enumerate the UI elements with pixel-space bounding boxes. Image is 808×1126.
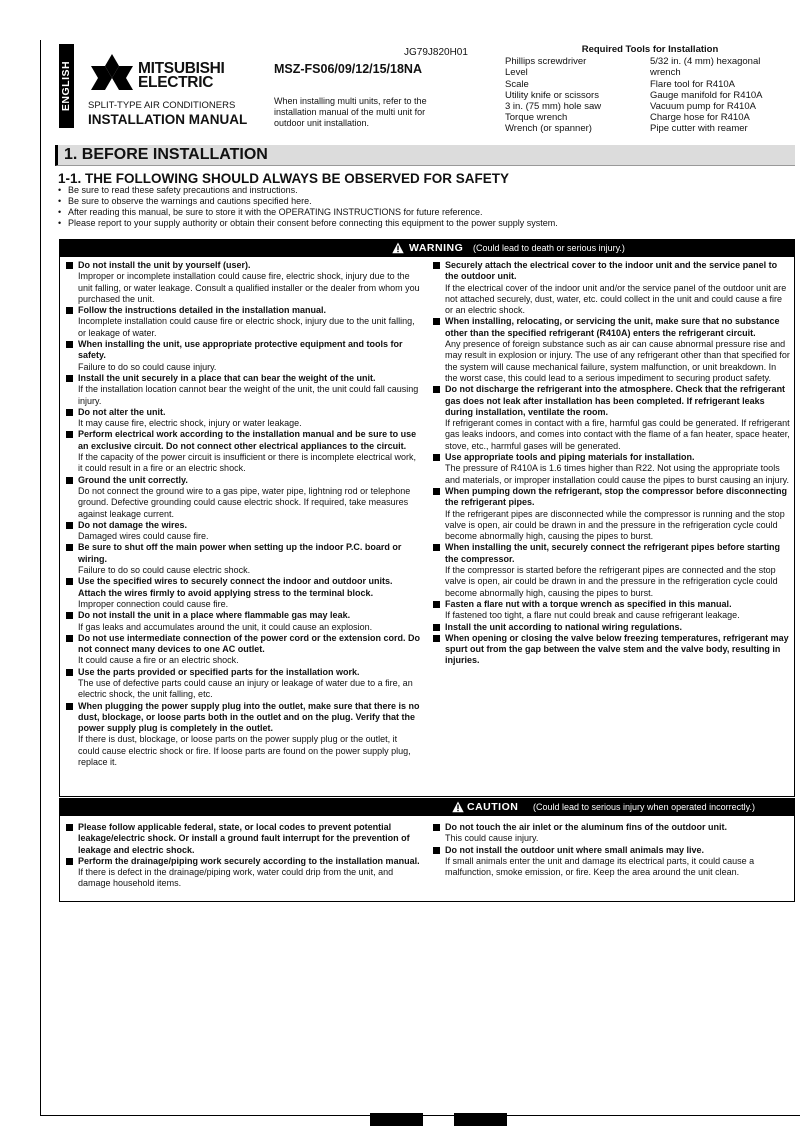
caution-left-column <box>63 822 421 890</box>
safety-item <box>63 260 421 305</box>
safety-item-heading: Please follow applicable federal, state, or local codes to prevent potential leakage/electric shock. Or install a ground fault interrupt for the prevention of leakage and electric shock. <box>78 822 410 855</box>
safety-item-body: If the installation location cannot bear the weight of the unit, the unit could fall causing injury. <box>78 384 419 406</box>
list-item: Charge hose for R410A <box>650 112 750 124</box>
footer-block-left <box>370 1113 423 1126</box>
list-item: Level <box>505 67 528 79</box>
safety-item-body: It may cause fire, electric shock, injury or water leakage. <box>78 418 302 429</box>
safety-item-heading: Do not install the outdoor unit where small animals may live. <box>445 844 705 855</box>
safety-item <box>430 845 791 879</box>
safety-item <box>63 667 421 701</box>
safety-item-body: If there is defect in the drainage/piping work, water could drip from the unit, and damage household items. <box>78 867 394 889</box>
tools-title: Required Tools for Installation <box>581 44 719 55</box>
caution-description: (Could lead to serious injury when operated incorrectly.) <box>533 802 755 812</box>
safety-item <box>63 475 421 520</box>
safety-item <box>63 822 421 856</box>
safety-item-body: Failure to do so could cause electric shock. <box>78 565 251 576</box>
safety-item <box>430 452 791 486</box>
list-item: • Be sure to observe the warnings and cautions specified here. <box>58 196 558 207</box>
safety-item-body: The pressure of R410A is 1.6 times higher than R22. Not using the appropriate tools and materials, or improper installation could cause the pipes to burst causing an injury. <box>445 463 790 485</box>
safety-item-heading: Install the unit according to national wiring regulations. <box>445 621 683 632</box>
safety-item-body: Improper connection could cause fire. <box>78 598 229 609</box>
safety-item-body: If gas leaks and accumulates around the unit, it could cause an explosion. <box>78 621 373 632</box>
safety-item-body: If there is dust, blockage, or loose parts on the power supply plug or the outlet, it could cause electric shock or fire. If loose parts are found on the power supply plug, replace it. <box>78 734 411 768</box>
manual-title: INSTALLATION MANUAL <box>88 112 248 127</box>
list-item: Pipe cutter with reamer <box>650 123 748 135</box>
required-tools <box>505 44 795 135</box>
list-item: Torque wrench <box>505 112 568 124</box>
safety-item-body: If refrigerant comes in contact with a fire, harmful gas could be generated. If refrigerant gas leaks indoors, and comes into contact with the flame of a fan heater, space heater, stove, etc., harmful gases will be generated. <box>445 418 790 451</box>
subsection-title: 1-1. THE FOLLOWING SHOULD ALWAYS BE OBSERVED FOR SAFETY <box>58 171 510 186</box>
safety-item <box>430 384 791 452</box>
safety-item-body: Damaged wires could cause fire. <box>78 531 209 542</box>
language-tab <box>59 44 74 128</box>
safety-item <box>63 373 421 407</box>
caution-right-column <box>430 822 791 878</box>
safety-item <box>63 576 421 610</box>
safety-item <box>430 599 791 622</box>
safety-item <box>430 542 791 598</box>
warning-left-column <box>63 260 421 768</box>
tools-right-column <box>650 56 795 134</box>
safety-item-body: If the electrical cover of the indoor unit and/or the service panel of the outdoor unit are not attached securely, dust, water, etc. could collect in the unit and could cause a fire or an electric shock. <box>445 282 787 316</box>
list-item: • Be sure to read these safety precautions and instructions. <box>58 185 558 196</box>
caution-banner <box>59 798 795 816</box>
safety-item-heading: Use the parts provided or specified parts for the installation work. <box>78 666 360 677</box>
brand-name <box>138 62 225 90</box>
brand-line-2: ELECTRIC <box>138 74 214 91</box>
safety-item <box>63 339 421 373</box>
footer-block-right <box>454 1113 507 1126</box>
safety-item-heading: Do not alter the unit. <box>78 406 166 417</box>
safety-item-body: This could cause injury. <box>445 833 539 844</box>
document-number: JG79J820H01 <box>404 47 468 58</box>
safety-item-heading: Perform the drainage/piping work securely according to the installation manual. <box>78 855 420 866</box>
safety-item-heading: Use appropriate tools and piping materials for installation. <box>445 452 695 463</box>
safety-item-heading: Perform electrical work according to the installation manual and be sure to use an exclusive circuit. Do not connect other electrical appliances to the circuit. <box>78 429 417 451</box>
tools-left-column <box>505 56 650 134</box>
list-item: Gauge manifold for R410A <box>650 89 763 101</box>
product-subtitle: SPLIT-TYPE AIR CONDITIONERS <box>88 100 236 111</box>
safety-item-body: The use of defective parts could cause an injury or leakage of water due to a fire, an electric shock, the unit falling, etc. <box>78 677 413 700</box>
safety-item <box>63 542 421 576</box>
safety-item-body: Failure to do so could cause injury. <box>78 361 217 372</box>
safety-item <box>430 486 791 542</box>
list-item: Wrench (or spanner) <box>505 123 592 135</box>
list-item: • After reading this manual, be sure to store it with the OPERATING INSTRUCTIONS for future reference. <box>58 207 558 218</box>
list-item: Scale <box>505 78 529 90</box>
safety-item-heading: Ground the unit correctly. <box>78 474 188 485</box>
safety-item <box>430 316 791 384</box>
safety-item-heading: Securely attach the electrical cover to the indoor unit and the service panel to the outdoor unit. <box>445 260 778 282</box>
safety-item <box>63 520 421 543</box>
safety-bullets <box>58 185 558 229</box>
safety-item-body: Improper or incomplete installation could cause fire, electric shock, injury due to the unit falling, or water leakage. Consult a qualified installer or the dealer from whom you purchased the unit. <box>78 271 420 304</box>
safety-item <box>63 429 421 474</box>
safety-item-heading: Do not install the unit in a place where flammable gas may leak. <box>78 610 351 621</box>
safety-item-body: If the refrigerant pipes are disconnected while the compressor is running and the stop valve is open, air could be drawn in and the pressure in the refrigeration cycle could become abnormally high, causing the pipes to burst. <box>445 508 785 542</box>
list-item: 5/32 in. (4 mm) hexagonal <box>650 56 761 68</box>
safety-item <box>63 305 421 339</box>
list-item: • Please report to your supply authority or obtain their consent before connecting this equipment to the power supply system. <box>58 218 558 229</box>
safety-item-heading: Do not touch the air inlet or the aluminum fins of the outdoor unit. <box>445 822 727 832</box>
caution-label: CAUTION <box>467 801 519 813</box>
safety-item-heading: When plugging the power supply plug into the outlet, make sure that there is no dust, blockage, or loose parts both in the outlet and on the plug. Verify that the power supply plug is completely in the outlet. <box>78 700 420 734</box>
list-item: wrench <box>650 67 681 79</box>
safety-item <box>63 407 421 430</box>
safety-item-body: Any presence of foreign substance such as air can cause abnormal pressure rise and may result in explosion or injury. The use of any refrigerant other than that specified for the system will cause mechanical failure, system malfunction, or unit breakdown. In the worst case, this could lead to a serious impediment to securing product safety. <box>445 339 790 383</box>
safety-item <box>63 701 421 769</box>
safety-item-heading: When installing, relocating, or servicing the unit, make sure that no substance other than the specified refrigerant (R410A) enters the refrigerant circuit. <box>445 316 780 338</box>
multi-unit-note: When installing multi units, refer to the installation manual of the multi unit for outdoor unit installation. <box>274 96 427 128</box>
warning-banner <box>59 239 795 257</box>
caution-triangle-icon <box>452 801 464 813</box>
safety-item-heading: When opening or closing the valve below freezing temperatures, refrigerant may spurt out from the gap between the valve stem and the valve body, resulting in injuries. <box>445 632 789 666</box>
section-title: 1. BEFORE INSTALLATION <box>64 146 268 163</box>
safety-item-heading: Fasten a flare nut with a torque wrench as specified in this manual. <box>445 598 732 609</box>
safety-item-body: If small animals enter the unit and damage its electrical parts, it could cause a malfunction, smoke emission, or fire. Keep the area around the unit clean. <box>445 855 755 878</box>
safety-item-body: It could cause a fire or an electric shock. <box>78 655 239 666</box>
safety-item-body: Incomplete installation could cause fire or electric shock, injury due to the unit falling, or leakage of water. <box>78 316 415 338</box>
safety-item-heading: When pumping down the refrigerant, stop the compressor before disconnecting the refrigerant pipes. <box>445 485 788 508</box>
safety-item-heading: When installing the unit, use appropriate protective equipment and tools for safety. <box>78 339 403 361</box>
safety-item <box>63 633 421 667</box>
list-item: Phillips screwdriver <box>505 56 587 68</box>
safety-item-body: If fastened too tight, a flare nut could break and cause refrigerant leakage. <box>445 610 740 621</box>
safety-item-body: If the compressor is started before the refrigerant pipes are connected and the stop valve is open, air could be drawn in and the pressure in the refrigeration cycle could become abnormally high, causing the pipes to burst. <box>445 565 778 598</box>
list-item: Utility knife or scissors <box>505 89 599 101</box>
brand-line-1: MITSUBISHI <box>138 60 225 77</box>
safety-item <box>63 856 421 890</box>
list-item: Flare tool for R410A <box>650 78 736 90</box>
safety-item-heading: Use the specified wires to securely connect the indoor and outdoor units. Attach the wires firmly to avoid applying stress to the terminal block. <box>78 576 393 598</box>
safety-item <box>63 610 421 633</box>
safety-item <box>430 633 791 667</box>
safety-item-heading: Follow the instructions detailed in the installation manual. <box>78 305 327 316</box>
list-item: Vacuum pump for R410A <box>650 101 756 113</box>
safety-item-body: If the capacity of the power circuit is insufficient or there is incomplete electrical work, it could result in a fire or an electric shock. <box>78 452 416 474</box>
safety-item-heading: Install the unit securely in a place that can bear the weight of the unit. <box>78 372 376 383</box>
safety-item-heading: Do not discharge the refrigerant into the atmosphere. Check that the refrigerant gas does not leak after installation has been completed. If refrigerant leaks during installation, ventilate the room. <box>445 384 786 417</box>
safety-item <box>430 622 791 633</box>
safety-item-heading: Be sure to shut off the main power when setting up the indoor P.C. board or wiring. <box>78 542 402 564</box>
safety-item-heading: When installing the unit, securely connect the refrigerant pipes before starting the compressor. <box>445 542 781 564</box>
list-item: 3 in. (75 mm) hole saw <box>505 101 602 113</box>
warning-description: (Could lead to death or serious injury.) <box>473 243 625 253</box>
safety-item-heading: Do not damage the wires. <box>78 519 188 530</box>
language-label: ENGLISH <box>60 60 73 112</box>
safety-item <box>430 260 791 316</box>
warning-label: WARNING <box>409 242 464 254</box>
warning-triangle-icon <box>392 242 404 254</box>
safety-item-heading: Do not install the unit by yourself (user). <box>78 260 251 270</box>
safety-item-heading: Do not use intermediate connection of the power cord or the extension cord. Do not connect many devices to one AC outlet. <box>78 632 421 655</box>
section-header <box>55 145 795 166</box>
safety-item-body: Do not connect the ground wire to a gas pipe, water pipe, lightning rod or telephone ground. Defective grounding could cause electric shock. If required, take measures against leakage current. <box>78 485 411 519</box>
warning-right-column <box>430 260 791 667</box>
safety-item <box>430 822 791 845</box>
model-number: MSZ-FS06/09/12/15/18NA <box>274 62 422 76</box>
